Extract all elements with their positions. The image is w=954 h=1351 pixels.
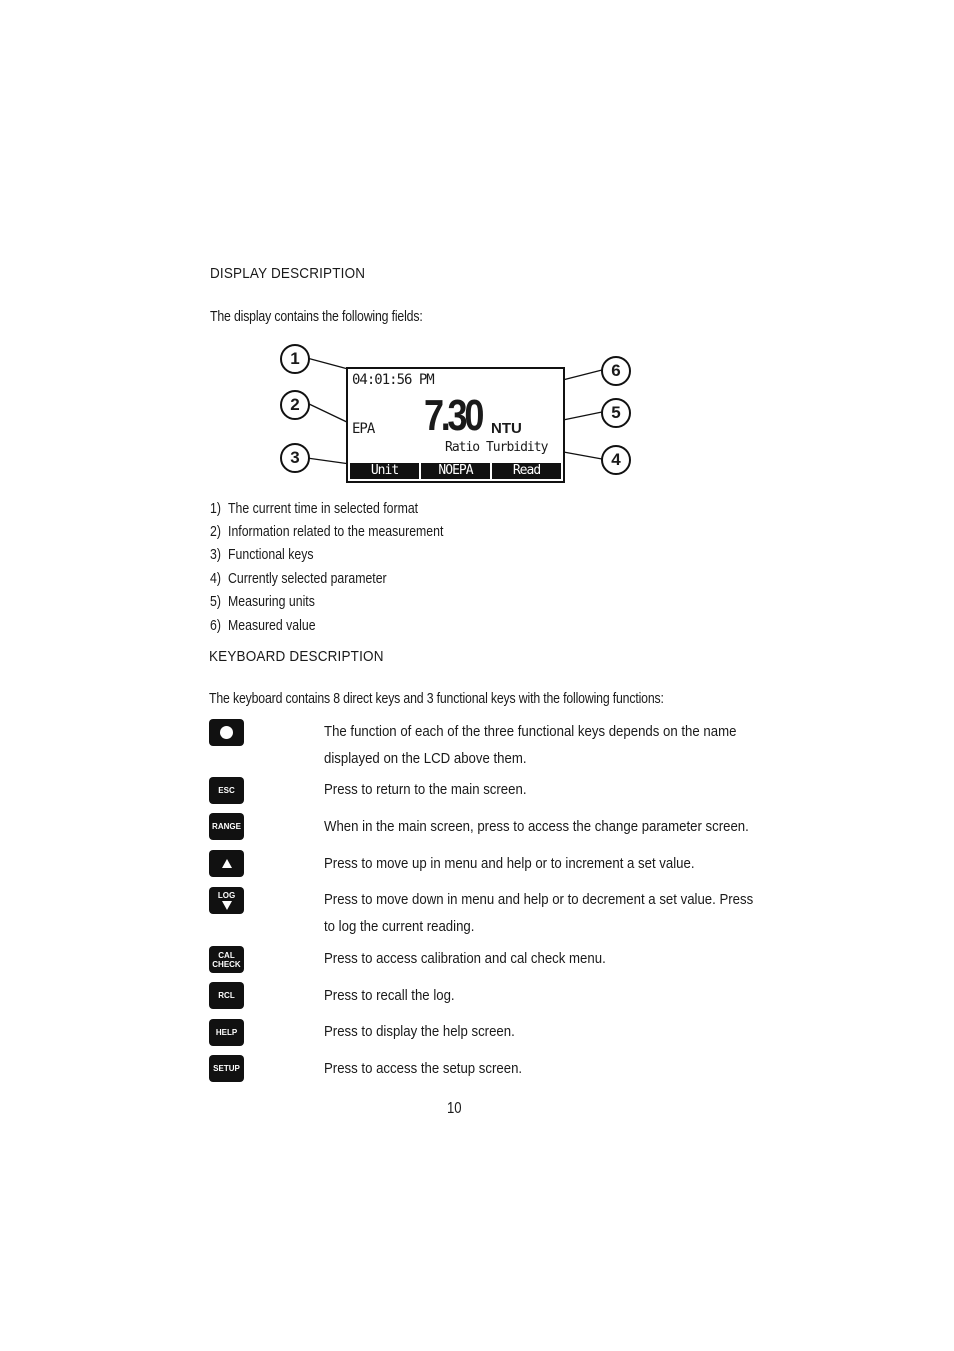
callout-1: 1	[280, 344, 310, 374]
lcd-info: EPA	[352, 421, 375, 437]
esc-key-icon: ESC	[209, 777, 244, 804]
list-item: 3) Functional keys	[210, 546, 314, 563]
keyboard-intro: The keyboard contains 8 direct keys and 3 functional keys with the following functions:	[209, 690, 664, 707]
callout-3: 3	[280, 443, 310, 473]
keyboard-heading: KEYBOARD DESCRIPTION	[209, 648, 384, 665]
cal-check-key-icon: CAL CHECK	[209, 946, 244, 973]
log-label: LOG	[217, 891, 236, 900]
key-desc-functional: The function of each of the three functional keys depends on the name displayed on the LCD above them.	[324, 723, 737, 767]
setup-key-icon: SETUP	[209, 1055, 244, 1082]
list-item: 5) Measuring units	[210, 593, 315, 610]
display-heading: DISPLAY DESCRIPTION	[210, 265, 366, 282]
list-item: 1) The current time in selected format	[210, 500, 419, 517]
key-desc-up: Press to move up in menu and help or to increment a set value.	[324, 855, 695, 872]
key-desc-rcl: Press to recall the log.	[324, 987, 455, 1004]
lcd-screen	[346, 367, 565, 483]
callout-4: 4	[601, 445, 631, 475]
callout-6: 6	[601, 356, 631, 386]
arrow-up-icon	[222, 859, 232, 868]
callout-5: 5	[601, 398, 631, 428]
lcd-key-read: Read	[492, 463, 561, 479]
key-desc-help: Press to display the help screen.	[324, 1023, 515, 1040]
key-desc-cal-check: Press to access calibration and cal check menu.	[324, 950, 606, 967]
rcl-key-icon: RCL	[209, 982, 244, 1009]
key-desc-range: When in the main screen, press to access the change parameter screen.	[324, 818, 749, 835]
list-item: 6) Measured value	[210, 617, 316, 634]
range-key-icon: RANGE	[209, 813, 244, 840]
arrow-down-icon	[222, 901, 232, 910]
key-desc-esc: Press to return to the main screen.	[324, 781, 527, 798]
help-key-icon: HELP	[209, 1019, 244, 1046]
lcd-measured-value: 7.30	[424, 391, 482, 440]
display-intro: The display contains the following fields:	[210, 308, 423, 325]
callout-2: 2	[280, 390, 310, 420]
key-desc-setup: Press to access the setup screen.	[324, 1060, 523, 1077]
lcd-key-noepa: NOEPA	[421, 463, 490, 479]
page-number: 10	[447, 1100, 462, 1117]
functional-key	[209, 719, 244, 746]
key-desc-log-down: Press to move down in menu and help or to decrement a set value. Press to log the current reading.	[324, 891, 754, 935]
lcd-unit: NTU	[491, 420, 522, 437]
list-item: 2) Information related to the measurement	[210, 523, 444, 540]
list-item: 4) Currently selected parameter	[210, 570, 387, 587]
lcd-parameter: Ratio Turbidity	[445, 440, 548, 455]
functional-dot-icon	[220, 726, 233, 739]
lcd-functional-keys	[350, 463, 561, 479]
arrow-up-key	[209, 850, 244, 877]
display-diagram	[276, 340, 636, 485]
log-down-key	[209, 887, 244, 914]
lcd-key-unit: Unit	[350, 463, 419, 479]
lcd-time: 04:01:56 PM	[352, 372, 434, 388]
